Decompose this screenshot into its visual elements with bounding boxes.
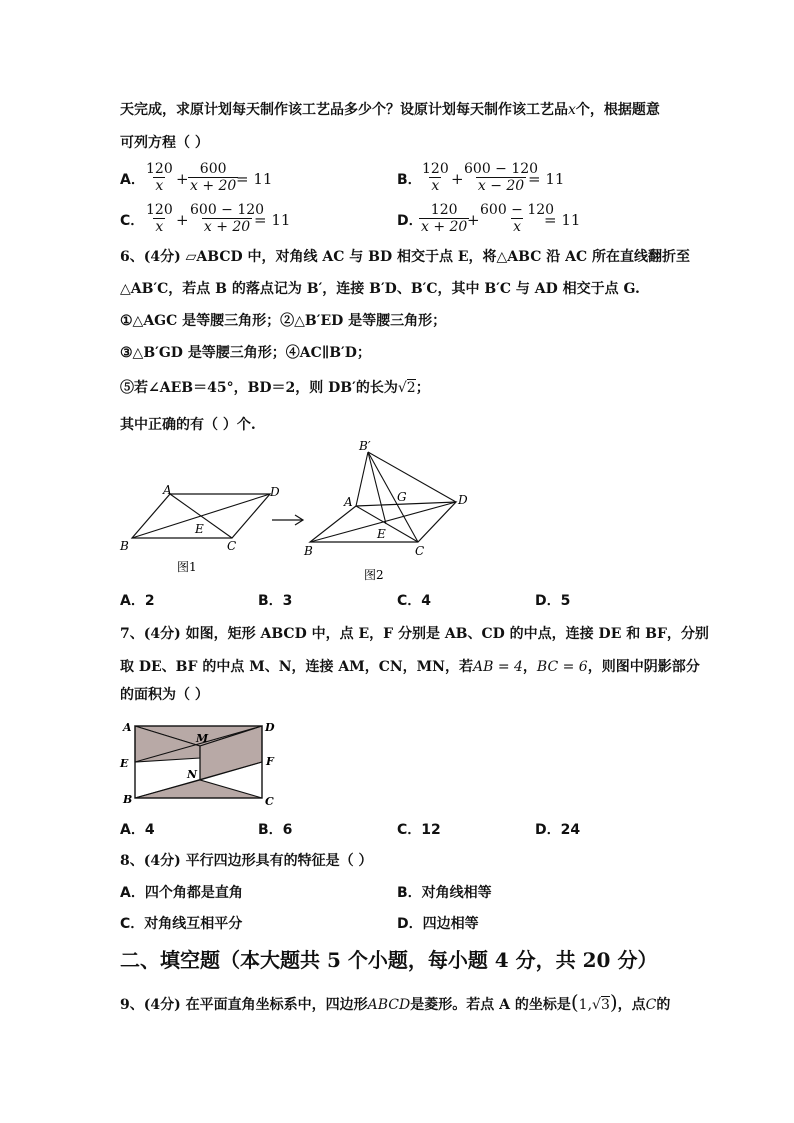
q5-option-d-frac1: $\frac{120}{x + 20}$ (421, 202, 468, 235)
q9-line1: 9、(4分) 在平面直角坐标系中，四边形ABCD是菱形。若点 A 的坐标是(1,√3)，点C的 (120, 990, 671, 1014)
fig2-label-a: A (344, 495, 353, 509)
q8-option-c[interactable]: C．对角线互相平分 (120, 916, 243, 932)
fig2-label-c: C (415, 544, 425, 558)
q7-line3: 的面积为（ ） (120, 687, 209, 703)
plus-sign: + (467, 211, 480, 229)
plus-sign: + (176, 170, 189, 188)
fig2-label-e: E (377, 527, 386, 541)
q8-option-b[interactable]: B．对角线相等 (397, 885, 492, 901)
fig2-caption: 图2 (364, 568, 384, 582)
fig3-label-b: B (123, 793, 133, 806)
q6-option-b[interactable]: B．3 (258, 593, 293, 609)
q5-option-c-frac2: $\frac{600 - 120}{x + 20}$ (190, 202, 265, 235)
fig2-label-g: G (397, 490, 407, 504)
q6-line1: 6、(4分) ▱ABCD 中，对角线 AC 与 BD 相交于点 E，将△ABC 沿 AC 所在直线翻折至 (120, 249, 690, 265)
segment-bpa (356, 452, 368, 506)
q7-option-d[interactable]: D．24 (535, 822, 581, 838)
section-heading: 二、填空题（本大题共 5 个小题，每小题 4 分，共 20 分） (120, 948, 658, 972)
fig1-caption: 图1 (177, 560, 197, 574)
segment-bpd (368, 452, 456, 502)
plus-sign: + (176, 211, 189, 229)
fig3-label-e: E (120, 757, 129, 770)
fig3-label-m: M (196, 732, 209, 745)
q5-option-d-label[interactable]: D． (397, 213, 423, 229)
sqrt-icon: √ (592, 997, 601, 1013)
fig1-label-c: C (227, 539, 237, 553)
q5-option-d-rhs: = 11 (544, 211, 581, 229)
q5-option-a-rhs: = 11 (236, 170, 273, 188)
fig2-label-d: D (458, 493, 468, 507)
q6-option-d[interactable]: D．5 (535, 593, 571, 609)
sqrt-icon: √ (397, 380, 407, 396)
fig2-label-bp: B′ (359, 439, 371, 453)
q5-line2: 可列方程（ ） (120, 135, 209, 151)
q8-option-d[interactable]: D．四边相等 (397, 916, 479, 932)
q6-statement-1-2: ①△AGC 是等腰三角形；②△B′ED 是等腰三角形； (120, 313, 447, 329)
q7-figure (115, 718, 285, 808)
q5-option-c-frac1: $\frac{120}{x}$ (146, 202, 173, 235)
q7-line1: 7、(4分) 如图，矩形 ABCD 中，点 E，F 分别是 AB、CD 的中点，连接 DE 和 BF，分别 (120, 626, 709, 642)
q7-option-a[interactable]: A．4 (120, 822, 155, 838)
q5-option-b-rhs: = 11 (528, 170, 565, 188)
q6-figure-2 (298, 436, 478, 586)
fig1-label-a: A (163, 483, 172, 497)
fig3-label-c: C (265, 795, 274, 808)
fig1-label-d: D (270, 485, 280, 499)
fig1-label-b: B (120, 539, 129, 553)
q5-option-b-label[interactable]: B． (397, 172, 422, 188)
q8-stem: 8、(4分) 平行四边形具有的特征是（ ） (120, 853, 373, 869)
q7-option-c[interactable]: C．12 (397, 822, 441, 838)
q6-line2: △AB′C，若点 B 的落点记为 B′，连接 B′D、B′C，其中 B′C 与 AD 相交于点 G. (120, 281, 640, 297)
q5-line1: 天完成，求原计划每天制作该工艺品多少个？设原计划每天制作该工艺品x个，根据题意 (120, 102, 660, 118)
fig3-label-a: A (123, 721, 132, 734)
segment-bpc (368, 452, 418, 542)
q6-statement-3-4: ③△B′GD 是等腰三角形；④AC∥B′D； (120, 345, 371, 361)
q6-statement-5: ⑤若∠AEB＝45°，BD＝2，则 DB′的长为√2； (120, 380, 430, 396)
q6-question: 其中正确的有（ ）个. (120, 417, 256, 433)
q7-option-b[interactable]: B．6 (258, 822, 293, 838)
q5-option-d-frac2: $\frac{600 - 120}{x}$ (480, 202, 555, 235)
q5-option-b-frac2: $\frac{600 - 120}{x - 20}$ (464, 161, 539, 194)
fig3-label-n: N (187, 768, 198, 781)
q6-figure-1 (115, 482, 285, 577)
q7-line2: 取 DE、BF 的中点 M、N，连接 AM，CN，MN，若AB = 4，BC = 6，则图中阴影部分 (120, 659, 700, 675)
fig2-label-b: B (304, 544, 313, 558)
diagonal-ac-2 (356, 506, 418, 542)
q5-option-c-label[interactable]: C． (120, 213, 145, 229)
q8-option-a[interactable]: A．四个角都是直角 (120, 885, 243, 901)
fig3-label-d: D (265, 721, 275, 734)
q6-option-c[interactable]: C．4 (397, 593, 432, 609)
segment-bpe (368, 452, 386, 524)
fig1-label-e: E (195, 522, 204, 536)
q5-option-a-frac1: $\frac{120}{x}$ (146, 161, 173, 194)
q5-option-b-frac1: $\frac{120}{x}$ (422, 161, 449, 194)
fig3-label-f: F (266, 755, 274, 768)
q6-option-a[interactable]: A．2 (120, 593, 155, 609)
plus-sign: + (451, 170, 464, 188)
q5-option-a-frac2: $\frac{600}{x + 20}$ (190, 161, 237, 194)
shaded-region-bottom (135, 780, 262, 798)
q5-option-c-rhs: = 11 (254, 211, 291, 229)
q5-option-a-label[interactable]: A． (120, 172, 145, 188)
